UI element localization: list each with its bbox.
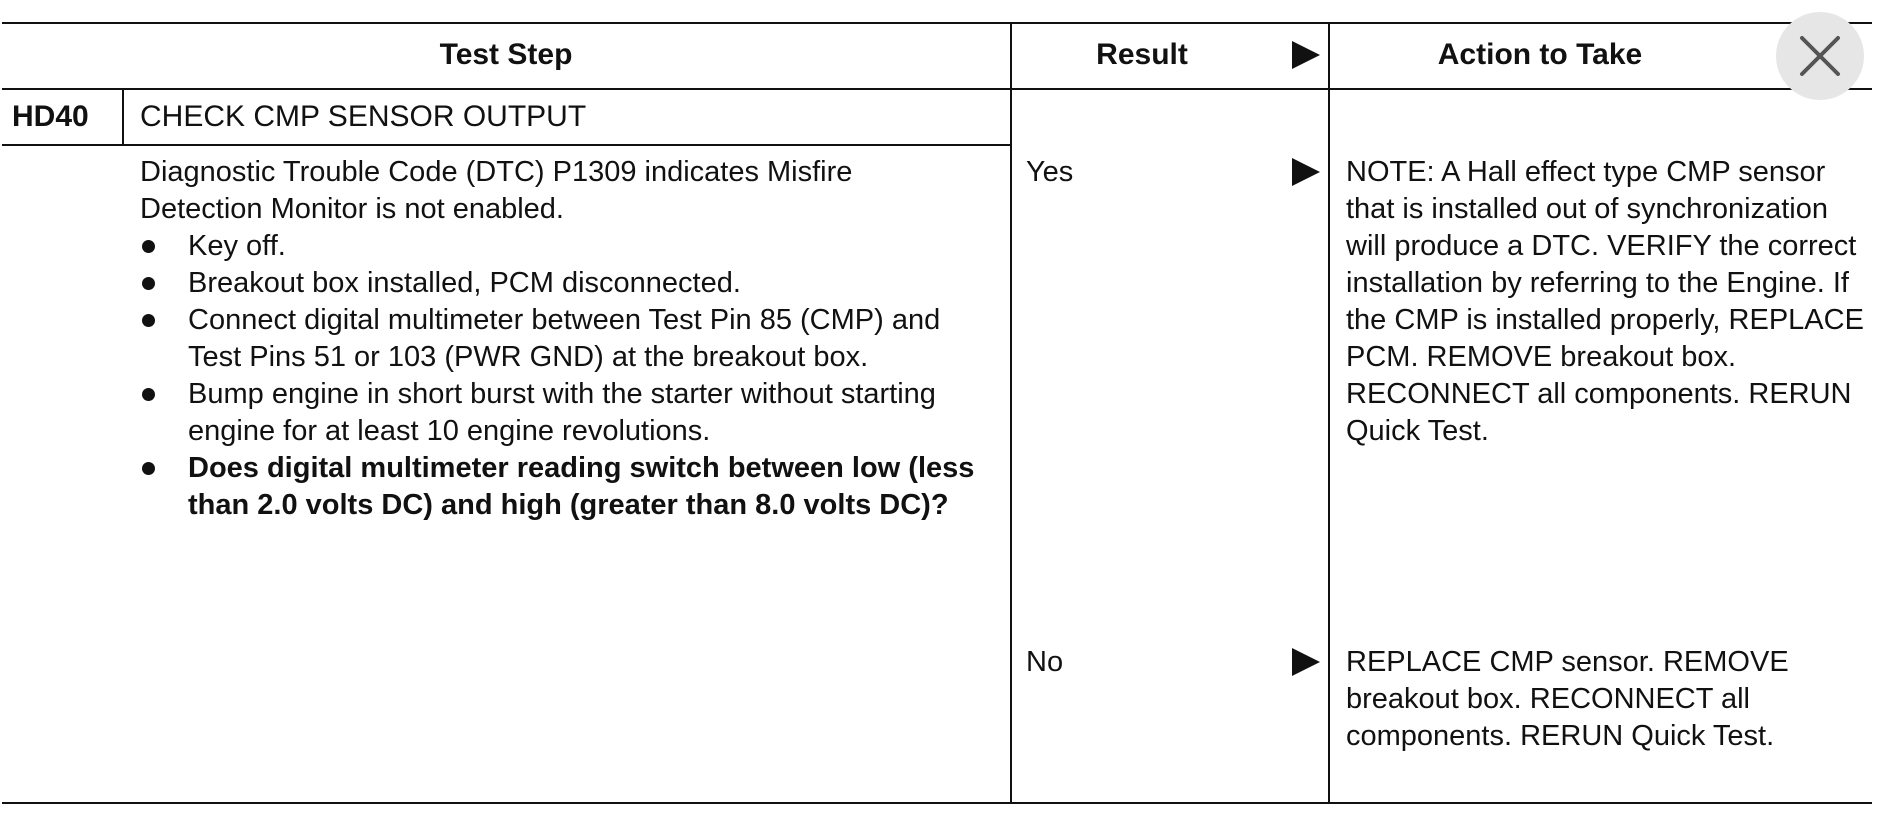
arrow-right-icon bbox=[1292, 41, 1320, 69]
bullet-icon bbox=[142, 314, 155, 327]
result-no-action: REPLACE CMP sensor. REMOVE breakout box. RECONNECT all components. RERUN Quick Test. bbox=[1346, 646, 1789, 752]
result-yes-label: Yes bbox=[1026, 156, 1074, 188]
bullet-icon bbox=[142, 240, 155, 253]
arrow-right-icon bbox=[1292, 648, 1320, 676]
header-action: Action to Take bbox=[1437, 38, 1643, 71]
list-item-text: Breakout box installed, PCM disconnected. bbox=[188, 267, 741, 299]
bullet-icon bbox=[142, 462, 155, 475]
list-item bbox=[130, 265, 990, 302]
header-test-step: Test Step bbox=[439, 38, 573, 71]
step-title: CHECK CMP SENSOR OUTPUT bbox=[140, 100, 587, 133]
arrow-right-icon bbox=[1292, 158, 1320, 186]
result-yes-action: NOTE: A Hall effect type CMP sensor that is installed out of synchronization will produce a DTC. VERIFY the correct installation by referring to the Engine. If the CMP is installed properly, REPLACE PCM. REMOVE breakout box. RECONNECT all components. RERUN Quick Test. bbox=[1346, 156, 1864, 447]
bullet-icon bbox=[142, 388, 155, 401]
list-item bbox=[130, 376, 990, 450]
list-item bbox=[130, 228, 990, 265]
divider-result-action bbox=[1328, 22, 1330, 804]
bullet-icon bbox=[142, 277, 155, 290]
close-icon bbox=[1798, 34, 1842, 78]
list-item-text: Key off. bbox=[188, 230, 286, 262]
divider-step-result bbox=[1010, 22, 1012, 804]
header-underline bbox=[2, 88, 1872, 90]
title-underline bbox=[2, 144, 1012, 146]
step-intro: Diagnostic Trouble Code (DTC) P1309 indicates Misfire Detection Monitor is not enabled. bbox=[140, 156, 853, 225]
close-button[interactable] bbox=[1776, 12, 1864, 100]
step-code: HD40 bbox=[12, 100, 89, 133]
header-result: Result bbox=[1096, 38, 1188, 71]
list-item-text: Connect digital multimeter between Test Pin 85 (CMP) and Test Pins 51 or 103 (PWR GND) at the breakout box. bbox=[188, 304, 941, 373]
question-text: Does digital multimeter reading switch between low (less than 2.0 volts DC) and high (greater than 8.0 volts DC)? bbox=[188, 452, 975, 521]
step-list bbox=[130, 228, 990, 524]
result-no-label: No bbox=[1026, 646, 1064, 678]
divider-code bbox=[122, 88, 124, 146]
list-item-question bbox=[130, 450, 990, 524]
list-item bbox=[130, 302, 990, 376]
list-item-text: Bump engine in short burst with the starter without starting engine for at least 10 engine revolutions. bbox=[188, 378, 936, 447]
